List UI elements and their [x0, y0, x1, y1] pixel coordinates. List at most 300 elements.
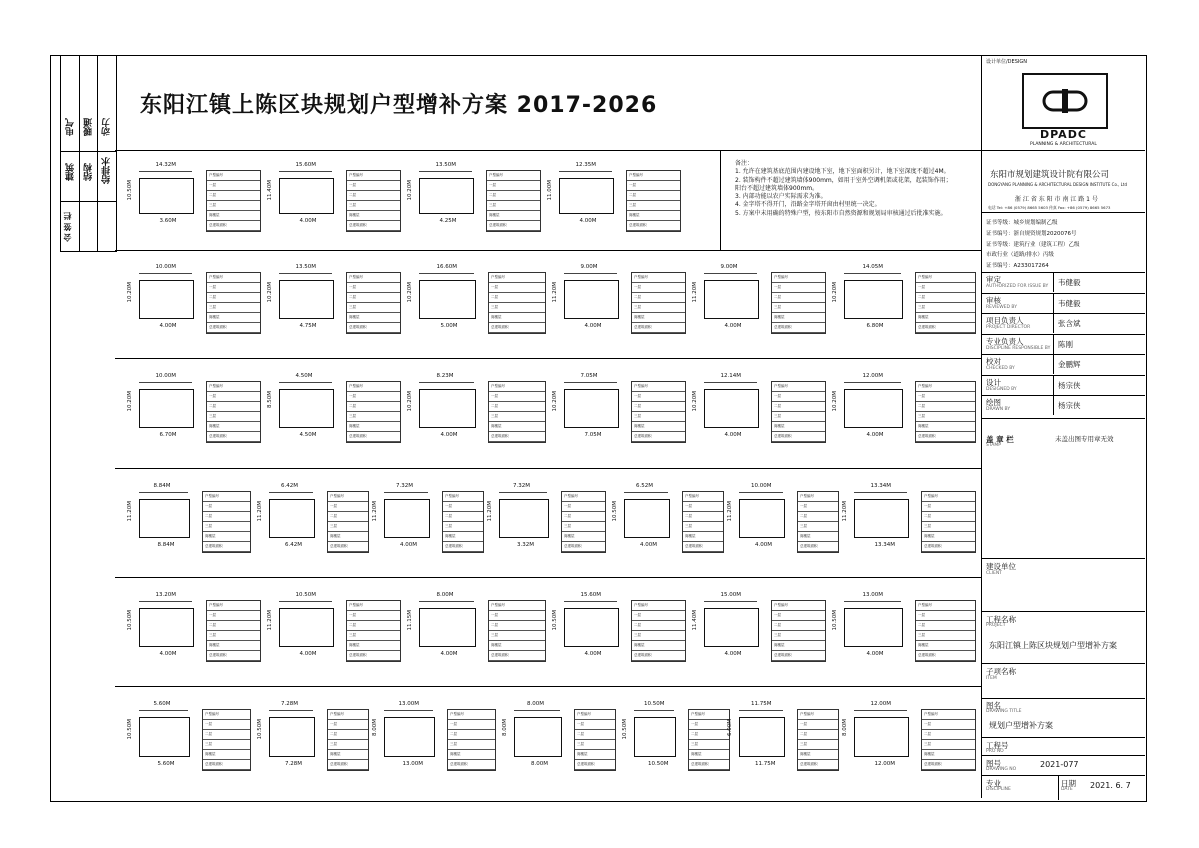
floor-plan-tile	[550, 250, 690, 358]
area-table	[771, 381, 826, 443]
dimension-line	[634, 710, 674, 711]
building-footprint	[269, 717, 315, 757]
dimension-width-top: 15.60M	[295, 162, 316, 168]
area-table	[206, 381, 261, 443]
area-table-row: 三层	[207, 201, 260, 211]
area-table	[488, 272, 546, 334]
dimension-width-top: 13.34M	[870, 483, 891, 489]
area-table-row: 三层	[916, 631, 975, 641]
area-table-row: 二层	[347, 402, 400, 412]
area-table-row: 阁楼层	[207, 211, 260, 221]
area-table-row: 阁楼层	[772, 641, 825, 651]
dimension-width-bottom: 7.05M	[584, 432, 602, 438]
dimension-line	[564, 601, 617, 602]
area-table-row: 户型编号	[916, 382, 975, 392]
area-table-row: 一层	[562, 502, 605, 512]
dimension-width-bottom: 4.00M	[755, 542, 772, 548]
area-table-row: 二层	[632, 402, 685, 412]
dimension-line	[514, 710, 560, 711]
area-table-row: 阁楼层	[916, 422, 975, 432]
area-table-row: 阁楼层	[347, 641, 400, 651]
dimension-line	[419, 171, 472, 172]
item-label-en: ITEM	[986, 676, 997, 681]
area-table-row: 户型编号	[772, 273, 825, 283]
area-table-row: 三层	[772, 303, 825, 313]
building-footprint	[279, 389, 334, 428]
area-table-row: 总建筑面积	[207, 221, 260, 231]
area-table-row: 二层	[627, 191, 680, 201]
area-table-row: 三层	[922, 740, 975, 750]
area-table-row: 一层	[798, 502, 838, 512]
panel-divider	[981, 418, 1145, 419]
building-footprint	[634, 717, 676, 757]
area-table-row: 一层	[207, 283, 260, 293]
dimension-line	[419, 273, 474, 274]
area-table	[206, 600, 261, 662]
area-table-row: 户型编号	[798, 492, 838, 502]
dimension-width-bottom: 5.60M	[157, 761, 175, 767]
project-no-label: 工程号	[986, 741, 1009, 750]
area-table-row: 一层	[328, 502, 368, 512]
area-table-row: 总建筑面积	[683, 542, 723, 552]
area-table	[626, 170, 681, 232]
panel-divider	[1053, 375, 1054, 395]
logo-text: DPADC	[1040, 128, 1087, 141]
dimension-line	[704, 601, 757, 602]
discipline-electrical: 电气	[66, 118, 76, 136]
dimension-width-bottom: 4.25M	[439, 218, 457, 224]
panel-divider	[981, 313, 1145, 314]
area-table-row: 一层	[207, 611, 260, 621]
building-footprint	[704, 389, 759, 428]
area-table-row: 户型编号	[448, 710, 495, 720]
building-footprint	[844, 389, 903, 428]
dimension-width-bottom: 4.75M	[299, 323, 317, 329]
area-table-row: 三层	[916, 303, 975, 313]
dimension-width-top: 5.60M	[153, 701, 171, 707]
area-table	[561, 491, 606, 553]
dimension-width-top: 8.00M	[436, 592, 454, 598]
area-table-row: 户型编号	[489, 273, 545, 283]
area-table-row: 户型编号	[632, 601, 685, 611]
area-table-row: 三层	[443, 522, 483, 532]
panel-divider	[981, 375, 1145, 376]
dimension-depth-left: 11.40M	[267, 180, 273, 201]
building-footprint	[419, 280, 476, 319]
role-label-en: AUTHORIZED FOR ISSUE BY	[986, 284, 1049, 289]
dimension-width-bottom: 4.00M	[440, 432, 458, 438]
dimension-depth-left: 11.20M	[487, 501, 493, 522]
area-table-row: 户型编号	[328, 492, 368, 502]
building-footprint	[564, 608, 619, 647]
dimension-width-bottom: 8.84M	[157, 542, 175, 548]
area-table	[688, 709, 730, 771]
panel-divider	[1053, 272, 1054, 292]
area-table-row: 户型编号	[772, 382, 825, 392]
cert-line: 证书编号：浙自规资规划2020076号	[986, 231, 1077, 237]
dimension-width-bottom: 4.00M	[724, 323, 742, 329]
area-table	[202, 709, 251, 771]
area-table-row: 户型编号	[347, 382, 400, 392]
floor-plan-tile	[125, 358, 265, 468]
area-table-row: 三层	[575, 740, 615, 750]
area-table-row: 一层	[328, 720, 368, 730]
dimension-width-top: 10.00M	[155, 373, 176, 379]
area-table-row: 总建筑面积	[632, 323, 685, 333]
area-table-row: 阁楼层	[922, 532, 975, 542]
dimension-width-top: 7.32M	[513, 483, 530, 489]
area-table-row: 一层	[683, 502, 723, 512]
building-footprint	[279, 280, 334, 319]
area-table	[631, 381, 686, 443]
area-table-row: 阁楼层	[347, 313, 400, 323]
dimension-line	[739, 710, 783, 711]
dimension-width-top: 9.00M	[720, 264, 738, 270]
area-table-row: 总建筑面积	[207, 432, 260, 442]
dimension-width-top: 15.00M	[720, 592, 741, 598]
floor-plan-tile	[265, 577, 405, 686]
area-table-row: 总建筑面积	[772, 432, 825, 442]
area-table-row: 一层	[443, 502, 483, 512]
dimension-width-bottom: 4.00M	[584, 651, 602, 657]
area-table	[206, 272, 261, 334]
dimension-line	[269, 492, 313, 493]
building-footprint	[624, 499, 670, 538]
role-label: 审核	[986, 295, 1001, 305]
area-table-row: 一层	[772, 283, 825, 293]
area-table	[346, 600, 401, 662]
area-table-row: 总建筑面积	[328, 542, 368, 552]
area-table	[488, 600, 546, 662]
dimension-width-top: 13.50M	[295, 264, 316, 270]
dimension-width-top: 16.60M	[436, 264, 457, 270]
dimension-depth-left: 11.20M	[127, 501, 133, 522]
floor-plan-tile	[125, 250, 265, 358]
dimension-width-top: 13.00M	[862, 592, 883, 598]
dimension-width-top: 7.28M	[281, 701, 298, 707]
dimension-width-bottom: 4.00M	[579, 218, 597, 224]
dimension-width-bottom: 4.00M	[440, 651, 458, 657]
area-table-row: 二层	[922, 512, 975, 522]
area-table-row: 一层	[487, 181, 540, 191]
area-table-row: 阁楼层	[798, 750, 838, 760]
dimension-width-top: 11.75M	[751, 701, 772, 707]
area-table-row: 一层	[347, 392, 400, 402]
dimension-width-bottom: 6.42M	[285, 542, 302, 548]
building-footprint	[564, 280, 619, 319]
dimension-width-top: 8.23M	[436, 373, 454, 379]
floor-plan-tile	[265, 150, 405, 250]
area-table-row: 阁楼层	[689, 750, 729, 760]
area-table-row: 总建筑面积	[207, 651, 260, 661]
area-table-row: 总建筑面积	[203, 760, 250, 770]
floor-plan-tile	[370, 686, 500, 798]
item-label: 子项名称	[986, 667, 1016, 676]
area-table-row: 户型编号	[798, 710, 838, 720]
dimension-width-bottom: 12.00M	[874, 761, 895, 767]
area-table-row: 阁楼层	[772, 422, 825, 432]
area-table-row: 户型编号	[922, 492, 975, 502]
dimension-width-top: 4.50M	[295, 373, 313, 379]
dimension-width-bottom: 4.50M	[299, 432, 317, 438]
dimension-line	[269, 710, 313, 711]
area-table-row: 一层	[347, 181, 400, 191]
floor-plan-tile	[830, 250, 980, 358]
panel-divider	[1053, 334, 1054, 354]
area-table-row: 一层	[916, 611, 975, 621]
dimension-depth-left: 10.50M	[257, 719, 263, 740]
dimension-line	[854, 710, 907, 711]
area-table-row: 总建筑面积	[922, 760, 975, 770]
area-table-row: 阁楼层	[347, 422, 400, 432]
dimension-depth-left: 10.20M	[832, 391, 838, 412]
floor-plan-tile	[830, 358, 980, 468]
cert-line: 证书等级：城乡规划编制乙级	[986, 220, 1058, 226]
area-table-row: 户型编号	[207, 273, 260, 283]
dimension-width-bottom: 10.50M	[648, 761, 669, 767]
area-table-row: 阁楼层	[207, 422, 260, 432]
dimension-depth-left: 11.40M	[692, 610, 698, 631]
building-footprint	[279, 178, 334, 214]
dimension-depth-left: 6.00M	[727, 719, 733, 736]
dimension-width-top: 13.50M	[435, 162, 456, 168]
dimension-width-top: 12.00M	[870, 701, 891, 707]
area-table-row: 二层	[798, 512, 838, 522]
area-table-row: 总建筑面积	[203, 542, 250, 552]
area-table-row: 阁楼层	[448, 750, 495, 760]
area-table-row: 户型编号	[328, 710, 368, 720]
panel-divider	[981, 611, 1145, 612]
area-table-row: 一层	[922, 502, 975, 512]
cert-line: 证书等级：建筑行业（建筑工程）乙级	[986, 242, 1080, 248]
building-footprint	[844, 280, 903, 319]
panel-divider	[981, 212, 1145, 213]
dimension-width-bottom: 5.00M	[440, 323, 458, 329]
area-table-row: 阁楼层	[916, 313, 975, 323]
dimension-width-bottom: 4.00M	[640, 542, 657, 548]
dimension-width-top: 8.84M	[153, 483, 171, 489]
area-table-row: 户型编号	[207, 382, 260, 392]
area-table-row: 总建筑面积	[347, 432, 400, 442]
note-line: 3. 内部功能以农户实际需求为准。	[735, 193, 827, 201]
area-table-row: 总建筑面积	[632, 651, 685, 661]
dimension-width-top: 9.00M	[580, 264, 598, 270]
floor-plan-tile	[370, 468, 485, 577]
panel-divider	[1058, 775, 1059, 800]
area-table-row: 总建筑面积	[207, 323, 260, 333]
area-table	[771, 600, 826, 662]
drawing-date: 2021. 6. 7	[1090, 781, 1131, 790]
area-table-row: 一层	[632, 611, 685, 621]
area-table-row: 总建筑面积	[562, 542, 605, 552]
note-line: 2. 装饰构件不超过建筑墙体900mm，如用于室外空调机架或花架，起装饰作用；	[735, 176, 952, 184]
discipline-structure: 结构	[84, 163, 94, 181]
area-table-row: 户型编号	[922, 710, 975, 720]
dimension-depth-left: 11.15M	[407, 610, 413, 631]
area-table-row: 阁楼层	[632, 313, 685, 323]
floor-plan-tile	[690, 358, 830, 468]
area-table-row: 户型编号	[443, 492, 483, 502]
role-label-en: CHECKED BY	[986, 366, 1015, 371]
floor-plan-tile	[405, 250, 550, 358]
building-footprint	[419, 608, 476, 647]
area-table-row: 阁楼层	[207, 313, 260, 323]
panel-divider	[981, 558, 1145, 559]
area-table-row: 阁楼层	[203, 532, 250, 542]
area-table-row: 一层	[922, 720, 975, 730]
building-footprint	[739, 717, 785, 757]
role-signature-name: 韦健毅	[1058, 298, 1081, 308]
area-table-row: 户型编号	[489, 601, 545, 611]
area-table-row: 三层	[207, 412, 260, 422]
role-label-en: DESIGNED BY	[986, 386, 1017, 392]
panel-divider	[981, 150, 1145, 151]
dimension-width-bottom: 13.00M	[402, 761, 423, 767]
area-table-row: 一层	[347, 283, 400, 293]
drawing-title-label-en: DRAWING TITLE	[986, 709, 1022, 714]
area-table-row: 户型编号	[347, 273, 400, 283]
area-table-row: 户型编号	[207, 601, 260, 611]
area-table-row: 三层	[922, 522, 975, 532]
area-table-row: 总建筑面积	[448, 760, 495, 770]
area-table-row: 三层	[448, 740, 495, 750]
title-block	[981, 55, 1145, 800]
area-table-row: 总建筑面积	[347, 221, 400, 231]
area-table-row: 三层	[489, 631, 545, 641]
area-table-row: 三层	[916, 412, 975, 422]
stamp-label-en: STAMP	[986, 443, 1001, 448]
dimension-width-top: 6.42M	[281, 483, 298, 489]
area-table-row: 二层	[487, 191, 540, 201]
area-table-row: 总建筑面积	[632, 432, 685, 442]
area-table	[797, 709, 839, 771]
area-table-row: 阁楼层	[328, 750, 368, 760]
company-address: 浙 江 省 东 阳 市 南 江 路 1 号	[1015, 196, 1098, 203]
area-table-row: 三层	[683, 522, 723, 532]
area-table-row: 户型编号	[916, 273, 975, 283]
area-table-row: 二层	[443, 512, 483, 522]
area-table-row: 阁楼层	[328, 532, 368, 542]
role-label-en: DRAWN BY	[986, 407, 1011, 412]
area-table	[915, 272, 976, 334]
building-footprint	[139, 389, 194, 428]
cert-line: 市政行业（道路/排水）丙级	[986, 252, 1054, 258]
dimension-depth-left: 11.20M	[727, 501, 733, 522]
area-table-row: 二层	[489, 621, 545, 631]
area-table-row: 二层	[916, 621, 975, 631]
floor-plan-tile	[125, 468, 255, 577]
floor-plan-tile	[255, 468, 370, 577]
building-footprint	[419, 389, 476, 428]
dimension-width-bottom: 7.28M	[285, 761, 302, 767]
panel-divider	[981, 737, 1145, 738]
dimension-width-top: 12.14M	[720, 373, 741, 379]
area-table-row: 二层	[922, 730, 975, 740]
area-table-row: 一层	[207, 392, 260, 402]
area-table-row: 一层	[207, 181, 260, 191]
area-table-row: 阁楼层	[443, 532, 483, 542]
area-table-row: 一层	[489, 392, 545, 402]
project-label: 工程名称	[986, 615, 1016, 624]
area-table-row: 一层	[448, 720, 495, 730]
area-table-row: 二层	[489, 293, 545, 303]
area-table-row: 总建筑面积	[487, 221, 540, 231]
dimension-depth-left: 8.00M	[842, 719, 848, 736]
date-label-en: DATE	[1061, 787, 1073, 792]
building-footprint	[704, 608, 759, 647]
dimension-width-bottom: 6.80M	[866, 323, 884, 329]
building-footprint	[139, 608, 194, 647]
area-table-row: 二层	[562, 512, 605, 522]
area-table	[921, 709, 976, 771]
dimension-width-top: 12.35M	[575, 162, 596, 168]
building-footprint	[854, 499, 909, 538]
area-table-row: 二层	[203, 512, 250, 522]
area-table-row: 三层	[798, 740, 838, 750]
area-table	[915, 600, 976, 662]
company-logo	[1022, 73, 1108, 129]
dimension-width-top: 7.05M	[580, 373, 598, 379]
dimension-line	[499, 492, 547, 493]
dimension-width-bottom: 4.00M	[724, 651, 742, 657]
panel-divider	[981, 293, 1145, 294]
dimension-width-bottom: 11.75M	[755, 761, 776, 767]
dimension-line	[739, 492, 783, 493]
area-table-row: 三层	[772, 412, 825, 422]
area-table-row: 一层	[632, 283, 685, 293]
dimension-line	[139, 492, 188, 493]
dimension-line	[564, 382, 617, 383]
dimension-line	[704, 382, 757, 383]
area-table-row: 户型编号	[916, 601, 975, 611]
dimension-line	[559, 171, 612, 172]
dimension-line	[139, 171, 192, 172]
area-table-row: 阁楼层	[632, 641, 685, 651]
floor-plan-tile	[690, 250, 830, 358]
logo-subtext: PLANNING & ARCHITECTURAL	[1030, 142, 1097, 147]
role-label: 项目负责人	[986, 316, 1024, 325]
discipline-hvac: 暖通	[84, 118, 94, 136]
building-footprint	[139, 717, 190, 757]
area-table-row: 三层	[489, 412, 545, 422]
dimension-width-bottom: 13.34M	[874, 542, 895, 548]
area-table-row: 阁楼层	[347, 211, 400, 221]
area-table-row: 二层	[689, 730, 729, 740]
area-table	[327, 709, 369, 771]
area-table-row: 户型编号	[207, 171, 260, 181]
area-table-row: 三层	[203, 522, 250, 532]
date-label: 日期	[1061, 779, 1076, 788]
company-name-en: DONGYANG PLANNING & ARCHITECTURAL DESIGN INSTITUTE Co., Ltd	[988, 182, 1127, 187]
dimension-depth-left: 11.20M	[842, 501, 848, 522]
discipline-plumbing: 给排水	[102, 157, 112, 184]
area-table-row: 一层	[489, 611, 545, 621]
panel-divider	[981, 755, 1145, 756]
floor-plan-tile	[485, 468, 610, 577]
area-table	[631, 600, 686, 662]
role-signature-name: 金鹏辉	[1058, 360, 1081, 369]
dimension-line	[139, 273, 192, 274]
area-table-row: 户型编号	[772, 601, 825, 611]
dimension-depth-left: 10.20M	[407, 282, 413, 303]
area-table-row: 一层	[632, 392, 685, 402]
area-table-row: 总建筑面积	[798, 542, 838, 552]
dimension-depth-left: 11.20M	[692, 282, 698, 303]
floor-plan-tile	[405, 577, 550, 686]
area-table	[921, 491, 976, 553]
dimension-width-top: 15.60M	[580, 592, 601, 598]
floor-plan-tile	[265, 250, 405, 358]
